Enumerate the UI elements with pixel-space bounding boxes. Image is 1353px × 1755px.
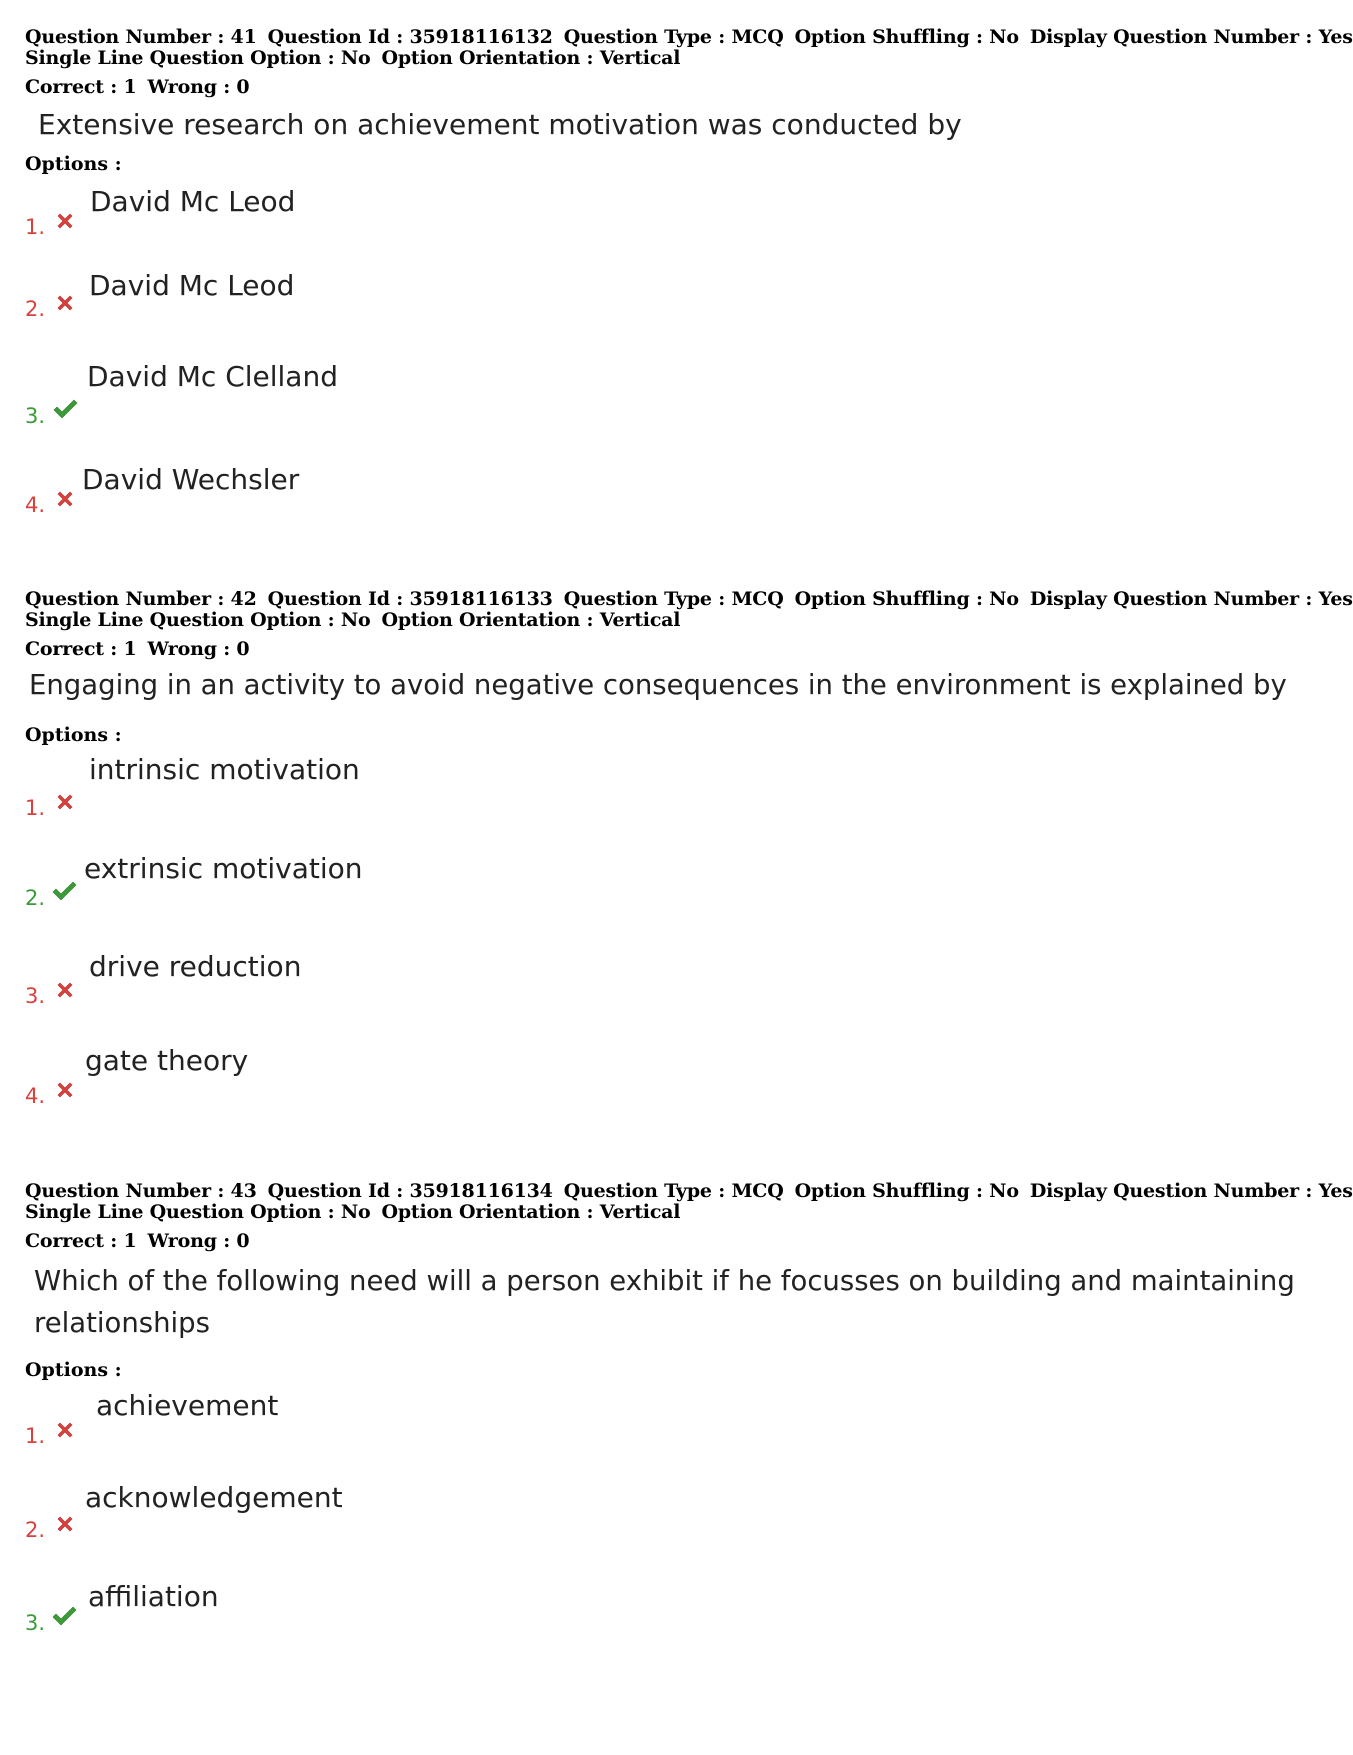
question-id: Question Id : 35918116133 bbox=[267, 588, 553, 610]
option-number: 2. bbox=[25, 297, 46, 321]
option-number: 1. bbox=[25, 796, 46, 820]
question-number: Question Number : 42 bbox=[25, 588, 257, 610]
check-icon bbox=[51, 1605, 77, 1627]
option-number: 1. bbox=[25, 1424, 46, 1448]
question-meta-line1 bbox=[25, 27, 1353, 48]
option-number: 2. bbox=[25, 886, 46, 910]
display-question-number: Display Question Number : Yes bbox=[1029, 26, 1353, 48]
cross-icon bbox=[54, 1079, 76, 1101]
correct-marks: Correct : 1 bbox=[25, 638, 137, 660]
question-marks bbox=[25, 77, 249, 98]
display-question-number: Display Question Number : Yes bbox=[1029, 1180, 1353, 1202]
cross-icon bbox=[54, 1419, 76, 1441]
option-text: David Wechsler bbox=[82, 463, 300, 496]
question-type: Question Type : MCQ bbox=[563, 26, 784, 48]
option-text: David Mc Clelland bbox=[87, 360, 338, 393]
option-text: achievement bbox=[96, 1389, 279, 1422]
check-icon bbox=[52, 398, 78, 420]
question-meta-line2 bbox=[25, 1202, 680, 1223]
wrong-marks: Wrong : 0 bbox=[147, 1230, 250, 1252]
question-number: Question Number : 43 bbox=[25, 1180, 257, 1202]
question-id: Question Id : 35918116132 bbox=[267, 26, 553, 48]
options-label: Options : bbox=[25, 1359, 122, 1381]
option-text: gate theory bbox=[85, 1044, 249, 1077]
options-label: Options : bbox=[25, 724, 122, 746]
option-orientation: Option Orientation : Vertical bbox=[381, 609, 681, 631]
question-type: Question Type : MCQ bbox=[563, 1180, 784, 1202]
option-number: 4. bbox=[25, 1084, 46, 1108]
option-shuffling: Option Shuffling : No bbox=[794, 1180, 1019, 1202]
question-text: Engaging in an activity to avoid negative consequences in the environment is explained by bbox=[29, 669, 1287, 701]
correct-marks: Correct : 1 bbox=[25, 76, 137, 98]
question-text-line-2: relationships bbox=[34, 1307, 210, 1339]
option-number: 3. bbox=[25, 1611, 46, 1635]
option-number: 2. bbox=[25, 1518, 46, 1542]
question-meta-line1 bbox=[25, 589, 1353, 610]
option-text: extrinsic motivation bbox=[84, 852, 363, 885]
question-text-line-1: Which of the following need will a person exhibit if he focusses on building and maintaining bbox=[34, 1265, 1295, 1297]
question-meta-line2 bbox=[25, 48, 680, 69]
correct-marks: Correct : 1 bbox=[25, 1230, 137, 1252]
cross-icon bbox=[54, 791, 76, 813]
question-meta-line2 bbox=[25, 610, 680, 631]
cross-icon bbox=[54, 210, 76, 232]
single-line-question-option: Single Line Question Option : No bbox=[25, 47, 371, 69]
wrong-marks: Wrong : 0 bbox=[147, 638, 250, 660]
question-marks bbox=[25, 639, 249, 660]
cross-icon bbox=[54, 979, 76, 1001]
question-number: Question Number : 41 bbox=[25, 26, 257, 48]
question-id: Question Id : 35918116134 bbox=[267, 1180, 553, 1202]
option-text: affiliation bbox=[88, 1580, 219, 1613]
options-label: Options : bbox=[25, 153, 122, 175]
option-text: David Mc Leod bbox=[89, 269, 295, 302]
cross-icon bbox=[54, 488, 76, 510]
cross-icon bbox=[54, 292, 76, 314]
option-text: intrinsic motivation bbox=[89, 753, 360, 786]
option-orientation: Option Orientation : Vertical bbox=[381, 1201, 681, 1223]
wrong-marks: Wrong : 0 bbox=[147, 76, 250, 98]
option-shuffling: Option Shuffling : No bbox=[794, 26, 1019, 48]
option-text: acknowledgement bbox=[85, 1481, 343, 1514]
check-icon bbox=[51, 880, 77, 902]
option-number: 3. bbox=[25, 404, 46, 428]
option-text: drive reduction bbox=[89, 950, 302, 983]
option-text: David Mc Leod bbox=[90, 185, 296, 218]
single-line-question-option: Single Line Question Option : No bbox=[25, 1201, 371, 1223]
single-line-question-option: Single Line Question Option : No bbox=[25, 609, 371, 631]
option-number: 1. bbox=[25, 215, 46, 239]
option-number: 3. bbox=[25, 984, 46, 1008]
question-text: Extensive research on achievement motivation was conducted by bbox=[38, 108, 962, 141]
question-marks bbox=[25, 1231, 249, 1252]
option-shuffling: Option Shuffling : No bbox=[794, 588, 1019, 610]
option-orientation: Option Orientation : Vertical bbox=[381, 47, 681, 69]
question-meta-line1 bbox=[25, 1181, 1353, 1202]
cross-icon bbox=[54, 1513, 76, 1535]
display-question-number: Display Question Number : Yes bbox=[1029, 588, 1353, 610]
question-type: Question Type : MCQ bbox=[563, 588, 784, 610]
option-number: 4. bbox=[25, 493, 46, 517]
